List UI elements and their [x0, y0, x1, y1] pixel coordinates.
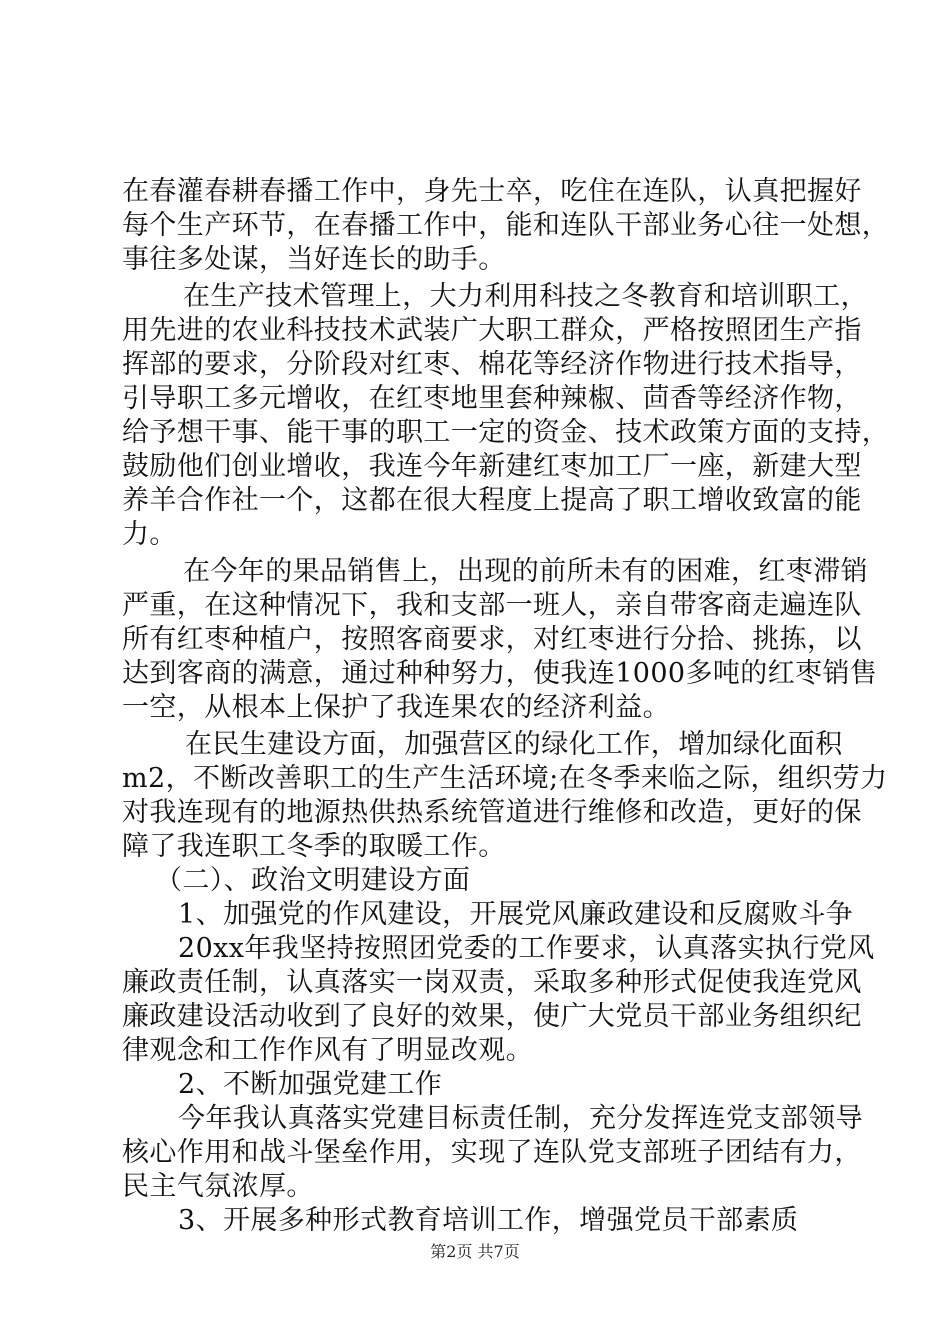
- text-line: 严重，在这种情况下，我和支部一班人，亲自带客商走遍连队: [122, 590, 862, 621]
- section-heading: （二）、政治文明建设方面: [155, 865, 471, 896]
- text-line: 引导职工多元增收，在红枣地里套种辣椒、茴香等经济作物，: [122, 383, 862, 414]
- text-line: 达到客商的满意，通过种种努力，使我连1000多吨的红枣销售: [122, 658, 878, 689]
- paragraph-first-line: 20xx年我坚持按照团党委的工作要求，认真落实执行党风: [178, 933, 875, 964]
- paragraph-first-line: 在今年的果品销售上，出现的前所未有的困难，红枣滞销: [183, 556, 868, 587]
- text-line: 养羊合作社一个，这都在很大程度上提高了职工增收致富的能: [122, 485, 862, 516]
- text-line: 对我连现有的地源热供热系统管道进行维修和改造，更好的保: [122, 797, 862, 828]
- text-line: 给予想干事、能干事的职工一定的资金、技术政策方面的支持，: [122, 417, 890, 448]
- text-line: 障了我连职工冬季的取暖工作。: [122, 831, 506, 862]
- paragraph-first-line: 在生产技术管理上，大力利用科技之冬教育和培训职工，: [183, 281, 868, 312]
- text-line: 廉政建设活动收到了良好的效果，使广大党员干部业务组织纪: [122, 1001, 862, 1032]
- text-line: 所有红枣种植户，按照客商要求，对红枣进行分拾、挑拣，以: [122, 624, 862, 655]
- text-line: 鼓励他们创业增收，我连今年新建红枣加工厂一座，新建大型: [122, 451, 862, 482]
- text-line: 用先进的农业科技技术武装广大职工群众，严格按照团生产指: [122, 315, 862, 346]
- text-line: 事往多处谋，当好连长的助手。: [122, 244, 506, 275]
- text-line: 廉政责任制，认真落实一岗双责，采取多种形式促使我连党风: [122, 967, 862, 998]
- text-line: 在春灌春耕春播工作中，身先士卒，吃住在连队，认真把握好: [122, 176, 862, 207]
- text-line: 每个生产环节，在春播工作中，能和连队干部业务心往一处想，: [122, 210, 890, 241]
- text-line: 律观念和工作作风有了明显改观。: [122, 1035, 533, 1066]
- text-line: 核心作用和战斗堡垒作用，实现了连队党支部班子团结有力，: [122, 1137, 862, 1168]
- subsection-heading: 2、不断加强党建工作: [178, 1069, 443, 1100]
- text-line: 力。: [122, 519, 177, 550]
- subsection-heading: 1、加强党的作风建设，开展党风廉政建设和反腐败斗争: [178, 899, 854, 930]
- text-line: 一空，从根本上保护了我连果农的经济利益。: [122, 692, 670, 723]
- text-line: 民主气氛浓厚。: [122, 1171, 314, 1202]
- text-line: m2，不断改善职工的生产生活环境;在冬季来临之际，组织劳力: [122, 763, 888, 794]
- page-footer: 第2页 共7页: [430, 1242, 520, 1261]
- paragraph-first-line: 今年我认真落实党建目标责任制，充分发挥连党支部领导: [178, 1103, 863, 1134]
- paragraph-first-line: 在民生建设方面，加强营区的绿化工作，增加绿化面积: [185, 729, 843, 760]
- text-line: 挥部的要求，分阶段对红枣、棉花等经济作物进行技术指导，: [122, 349, 862, 380]
- subsection-heading: 3、开展多种形式教育培训工作，增强党员干部素质: [178, 1205, 799, 1236]
